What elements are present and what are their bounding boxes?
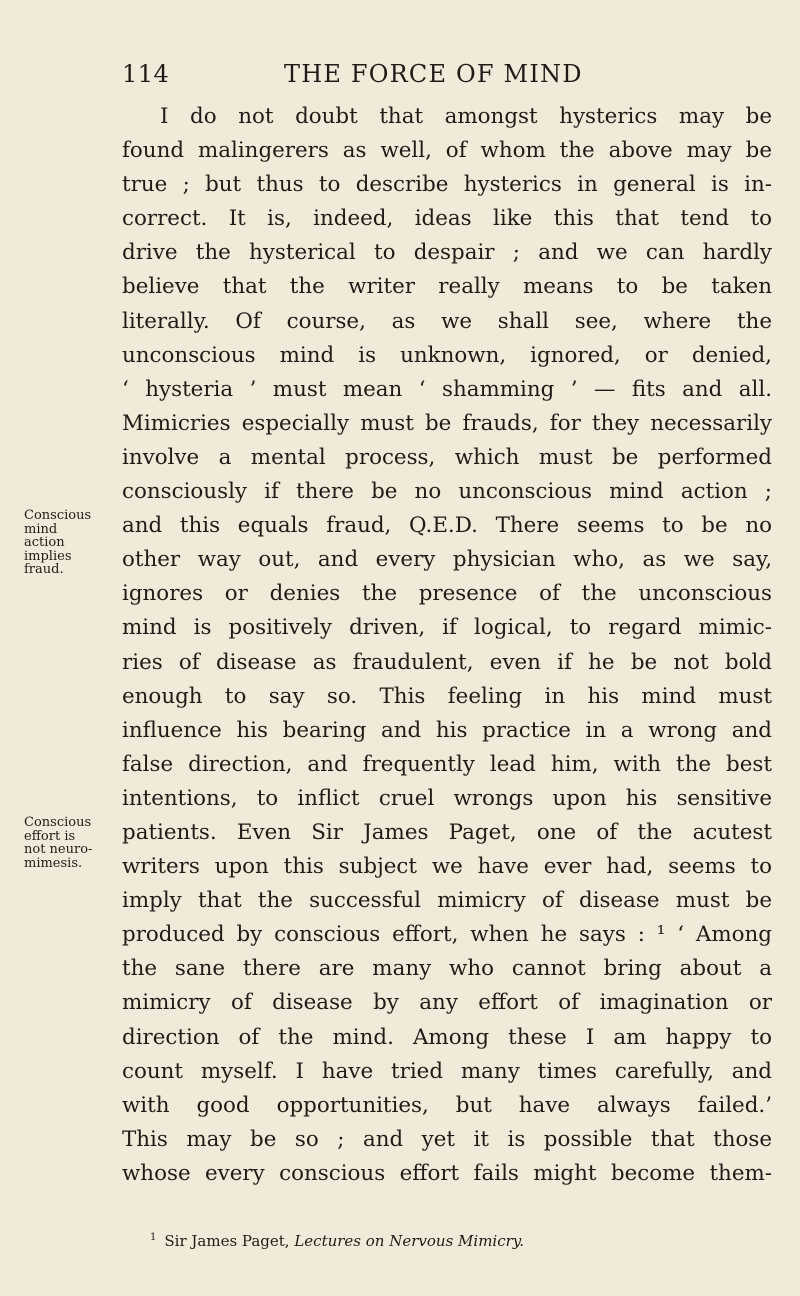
text-line: involve a mental process, which must be performed [122, 444, 772, 470]
sidenote-line: effort is [24, 828, 76, 844]
text-line: correct. It is, indeed, ideas like this that tend to [122, 206, 772, 232]
footnote-marker: 1 [150, 1232, 157, 1243]
text-line: ‘ hysteria ’ must mean ‘ shamming ’ — fits and all. [122, 376, 772, 402]
running-head [122, 60, 772, 100]
text-line: consciously if there be no unconscious mind action ; [122, 479, 772, 505]
text-line: false direction, and frequently lead him, with the best [122, 751, 772, 777]
text-line: influence his bearing and his practice in a wrong and [122, 717, 772, 743]
text-line: ries of disease as fraudulent, even if he be not bold [122, 649, 772, 675]
page-number: 114 [122, 60, 170, 88]
text-line: drive the hysterical to despair ; and we can hardly [122, 240, 772, 266]
text-line: patients. Even Sir James Paget, one of the acutest [122, 819, 772, 845]
text-line: count myself. I have tried many times carefully, and [122, 1058, 772, 1084]
text-line: I do not doubt that amongst hysterics may be [160, 104, 772, 129]
text-line: imply that the successful mimicry of disease must be [122, 888, 772, 914]
text-line: the sane there are many who cannot bring about a [122, 956, 772, 982]
sidenote-conscious-mind-action [24, 509, 114, 577]
text-line: whose every conscious effort fails might become them- [122, 1160, 772, 1186]
footnote-source: Sir James Paget, [164, 1232, 295, 1250]
text-line: ignores or denies the presence of the unconscious [122, 581, 772, 607]
body-text [122, 100, 772, 1191]
text-line: enough to say so. This feeling in his mind must [122, 683, 772, 709]
sidenote-line: Conscious [24, 508, 92, 523]
text-line: writers upon this subject we have ever had, seems to [122, 854, 772, 880]
text-line: true ; but thus to describe hysterics in general is in- [122, 172, 772, 198]
text-line: found malingerers as well, of whom the above may be [122, 138, 772, 164]
text-line: This may be so ; and yet it is possible that those [122, 1126, 772, 1152]
text-line: produced by conscious effort, when he says : ¹ ‘ Among [122, 922, 772, 948]
sidenote-line: action [24, 535, 65, 550]
text-line: Mimicries especially must be frauds, for they necessarily [122, 410, 772, 436]
text-line: other way out, and every physician who, as we say, [122, 547, 772, 573]
text-line: believe that the writer really means to be taken [122, 274, 772, 300]
text-line: mimicry of disease by any effort of imagination or [122, 990, 772, 1016]
sidenote-line: implies [24, 548, 72, 564]
sidenote-line: mind [24, 521, 58, 537]
sidenote-line: Conscious [24, 815, 92, 830]
sidenote-line: mimesis. [24, 855, 83, 871]
sidenote-conscious-effort [24, 816, 114, 870]
text-line: intentions, to inflict cruel wrongs upon his sensitive [122, 785, 772, 811]
text-line: with good opportunities, but have always failed.’ [122, 1092, 772, 1118]
text-line: and this equals fraud, Q.E.D. There seems to be no [122, 513, 772, 539]
text-line: direction of the mind. Among these I am happy to [122, 1024, 772, 1050]
footnote [150, 1232, 750, 1250]
text-line: unconscious mind is unknown, ignored, or denied, [122, 342, 772, 368]
sidenote-line: fraud. [24, 562, 64, 577]
sidenote-line: not neuro- [24, 842, 93, 857]
text-line: literally. Of course, as we shall see, where the [122, 308, 772, 334]
running-title: THE FORCE OF MIND [284, 60, 583, 88]
footnote-title: Lectures on Nervous Mimicry. [294, 1232, 525, 1250]
text-line: mind is positively driven, if logical, to regard mimic- [122, 615, 772, 641]
